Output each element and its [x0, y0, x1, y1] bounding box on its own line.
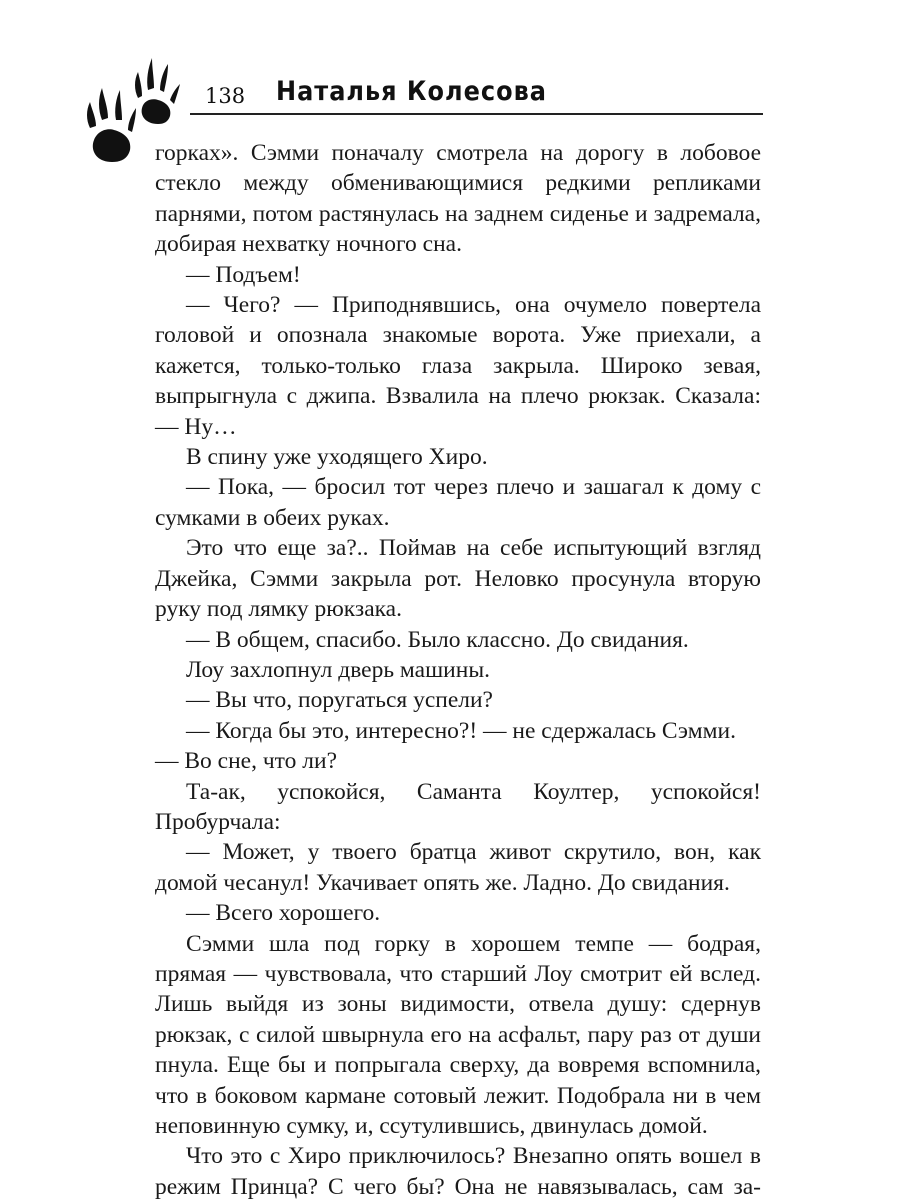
paragraph: — Чего? — Приподнявшись, она очумело повертела головой и опознала знакомые ворота. Уже приехали, а кажется, только-только глаза закрыла. Широко зевая, выпрыгнула с джипа. Взвалила на плечо рюкзак. Сказала: — Ну… — [155, 292, 761, 440]
paragraph: — Пока, — бросил тот через плечо и зашагал к дому с сумками в обеих руках. — [155, 474, 761, 531]
paragraph: Лоу захлопнул дверь машины. — [186, 656, 490, 683]
running-head-author: Наталья Колесова — [276, 76, 547, 107]
paragraph: В спину уже уходящего Хиро. — [186, 444, 488, 471]
paragraph: — Вы что, поругаться успели? — [186, 687, 493, 714]
paragraph: Что это с Хиро приключилось? Внезапно опять вошел в режим Принца? С чего бы? Она не навязывалась, сам за- — [155, 1143, 761, 1200]
paragraph: Та-ак, успокойся, Саманта Коултер, успокойся! Пробурчала: — [155, 778, 761, 835]
header-rule — [190, 113, 763, 115]
paragraph: — Когда бы это, интересно?! — не сдержалась Сэмми. — [186, 717, 736, 744]
paragraph: Сэмми шла под горку в хорошем темпе — бодрая, прямая — чувствовала, что старший Лоу смотрит ей вслед. Лишь выйдя из зоны видимости, отвела душу: сдернув рюкзак, с силой швырнула его на асфальт, пару раз от души пнула. Еще бы и попрыгала сверху, да вовремя вспомнила, что в боковом кармане сотовый лежит. Подобрала ни в чем неповинную сумку, и, ссутулившись, двинулась домой. — [155, 930, 761, 1139]
paragraph: Это что еще за?.. Поймав на себе испытующий взгляд Джейка, Сэмми закрыла рот. Неловко просунула вторую руку под лямку рюкзака. — [155, 535, 761, 623]
body-text — [155, 138, 761, 1202]
paragraph: — Во сне, что ли? — [155, 748, 337, 775]
page-number: 138 — [205, 84, 246, 108]
paragraph: горках». Сэмми поначалу смотрела на дорогу в лобовое стекло между обменивающимися редкими репликами парнями, потом растянулась на заднем сиденье и задремала, добирая нехватку ночного сна. — [155, 140, 761, 258]
paragraph: — В общем, спасибо. Было классно. До свидания. — [186, 626, 689, 653]
paragraph: — Подъем! — [186, 261, 301, 288]
paragraph: — Всего хорошего. — [186, 900, 381, 927]
paragraph: — Может, у твоего братца живот скрутило, вон, как домой чесанул! Укачивает опять же. Ладно. До свидания. — [155, 839, 761, 896]
